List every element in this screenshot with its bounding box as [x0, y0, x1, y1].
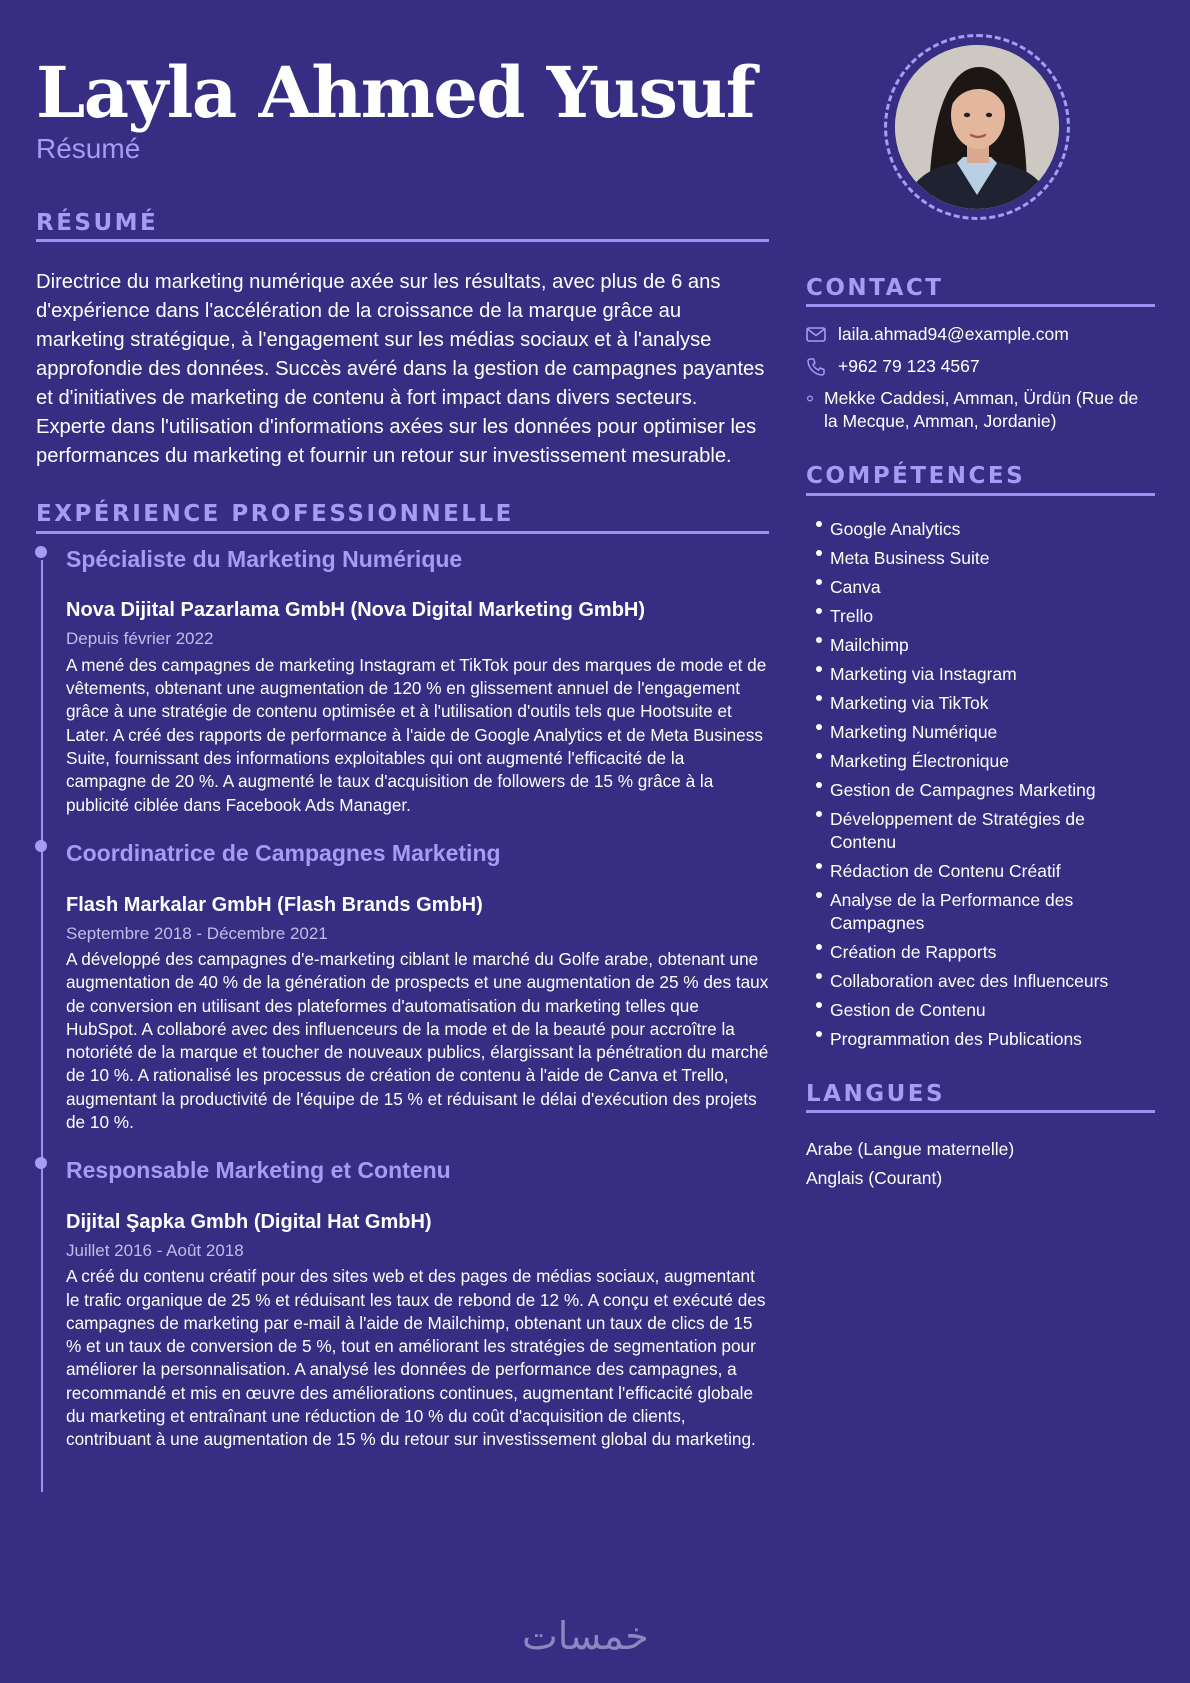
candidate-name: Layla Ahmed Yusuf [36, 51, 755, 134]
mail-icon [806, 323, 838, 346]
contact-email [806, 323, 1155, 346]
job-description: A créé du contenu créatif pour des sites web et des pages de médias sociaux, augmentant le trafic organique de 25 % et réduisant les taux de rebond de 12 %. A conçu et exécuté des campagnes de marketing par e-mail à l'aide de Mailchimp, obtenant un taux de clics de 15 % et un taux de conversion de 5 %, tout en améliorant les stratégies de segmentation pour améliorer la personnalisation. A analysé les données de performance des campagnes, a recommandé et mis en œuvre des améliorations continues, augmentant l'efficacité globale du marketing et entraînant une réduction de 10 % du coût d'acquisition de clients, contribuant à une augmentation de 15 % du retour sur investissement global du marketing. [66, 1266, 766, 1450]
language-item: Anglais (Courant) [806, 1168, 943, 1189]
job-description: A mené des campagnes de marketing Instagram et TikTok pour des marques de mode et de vêtements, obtenant une augmentation de 120 % en glissement annuel de l'engagement grâce à une stratégie de contenu optimisée et à l'utilisation d'outils tels que Hootsuite et Later. A créé des rapports de performance à l'aide de Google Analytics et de Meta Business Suite, fournissant des informations exploitables qui ont augmenté l'efficacité de la campagne de 20 %. A augmenté le taux d'acquisition de followers de 15 % grâce à la publicité ciblée dans Facebook Ads Manager. [66, 654, 767, 815]
timeline-dot [35, 1157, 47, 1169]
skill-item: Création de Rapports [806, 941, 1155, 964]
contact-phone [806, 355, 1155, 378]
skill-item: Google Analytics [806, 518, 1155, 541]
job-entry [66, 1157, 769, 1451]
location-icon [806, 387, 824, 410]
skill-item: Développement de Stratégies de Contenu [806, 808, 1155, 854]
contact-section [806, 275, 1155, 433]
skills-list [806, 518, 1155, 1051]
portrait-illustration [895, 45, 1059, 209]
skill-item: Trello [806, 605, 1155, 628]
skill-item: Marketing Électronique [806, 750, 1155, 773]
job-entry [66, 546, 769, 817]
job-company: Nova Dijital Pazarlama GmbH (Nova Digital Marketing GmbH) [66, 599, 646, 622]
job-entry [66, 840, 769, 1134]
skill-item: Programmation des Publications [806, 1028, 1155, 1051]
phone-icon [806, 355, 838, 378]
job-company: Flash Markalar GmbH (Flash Brands GmbH) [66, 893, 483, 916]
job-role: Responsable Marketing et Contenu [66, 1157, 451, 1184]
skill-item: Marketing via TikTok [806, 692, 1155, 715]
job-date: Septembre 2018 - Décembre 2021 [66, 923, 328, 943]
language-item: Arabe (Langue maternelle) [806, 1139, 1015, 1160]
contact-address [806, 387, 1155, 433]
job-role: Spécialiste du Marketing Numérique [66, 545, 463, 572]
skill-item: Gestion de Campagnes Marketing [806, 779, 1155, 802]
job-role: Coordinatrice de Campagnes Marketing [66, 839, 501, 866]
skill-item: Rédaction de Contenu Créatif [806, 860, 1155, 883]
profile-photo [895, 45, 1059, 209]
skill-item: Marketing via Instagram [806, 663, 1155, 686]
timeline-dot [35, 546, 47, 558]
address-text: Mekke Caddesi, Amman, Ürdün (Rue de la Mecque, Amman, Jordanie) [824, 388, 1139, 432]
skill-item: Canva [806, 576, 1155, 599]
watermark-logo: خمسات [522, 1614, 649, 1658]
languages-title: LANGUES [806, 1081, 1155, 1113]
job-date: Juillet 2016 - Août 2018 [66, 1240, 244, 1260]
phone-text: +962 79 123 4567 [838, 356, 980, 377]
contact-list [806, 323, 1155, 433]
profile-photo-frame [884, 34, 1070, 220]
skill-item: Mailchimp [806, 634, 1155, 657]
contact-title: CONTACT [806, 275, 1155, 307]
main-column [36, 210, 769, 1452]
languages-list [806, 1135, 1155, 1193]
languages-section [806, 1081, 1155, 1193]
job-company: Dijital Şapka Gmbh (Digital Hat GmbH) [66, 1210, 432, 1233]
resume-subtitle: Résumé [36, 133, 141, 164]
job-description: A développé des campagnes d'e-marketing ciblant le marché du Golfe arabe, obtenant une augmentation de 40 % de la génération de prospects et une augmentation de 25 % des taux de conversion en utilisant des plateformes d'automatisation du marketing telles que HubSpot. A collaboré avec des influenceurs de la mode et de la beauté pour accroître la notoriété de la marque et toucher de nouveaux publics, élargissant la pénétration du marché de 10 %. A rationalisé les processus de création de contenu à l'aide de Canva et Trello, augmentant la productivité de l'équipe de 15 % et réduisant le délai d'exécution des projets de 10 %. [66, 948, 769, 1132]
skill-item: Marketing Numérique [806, 721, 1155, 744]
timeline-line [41, 560, 43, 1492]
skill-item: Meta Business Suite [806, 547, 1155, 570]
skills-section [806, 463, 1155, 1050]
skills-title: COMPÉTENCES [806, 463, 1155, 495]
experience-title: EXPÉRIENCE PROFESSIONNELLE [36, 501, 769, 533]
timeline-dot [35, 840, 47, 852]
sidebar-column [806, 275, 1155, 1193]
experience-timeline [36, 546, 769, 1452]
summary-title: RÉSUMÉ [36, 210, 769, 242]
email-text[interactable]: laila.ahmad94@example.com [838, 324, 1069, 345]
experience-section [36, 501, 769, 1451]
summary-section [36, 210, 769, 471]
job-date: Depuis février 2022 [66, 629, 214, 649]
skill-item: Collaboration avec des Influenceurs [806, 970, 1155, 993]
skill-item: Gestion de Contenu [806, 999, 1155, 1022]
summary-text: Directrice du marketing numérique axée sur les résultats, avec plus de 6 ans d'expérience dans l'accélération de la croissance de la marque grâce au marketing stratégique, à l'engagement sur les médias sociaux et à l'analyse approfondie des données. Succès avéré dans la gestion de campagnes payantes et d'initiatives de marketing de contenu à fort impact dans divers secteurs. Experte dans l'utilisation d'informations axées sur les données pour optimiser les performances du marketing et fournir un retour sur investissement mesurable. [36, 271, 765, 468]
skill-item: Analyse de la Performance des Campagnes [806, 889, 1155, 935]
